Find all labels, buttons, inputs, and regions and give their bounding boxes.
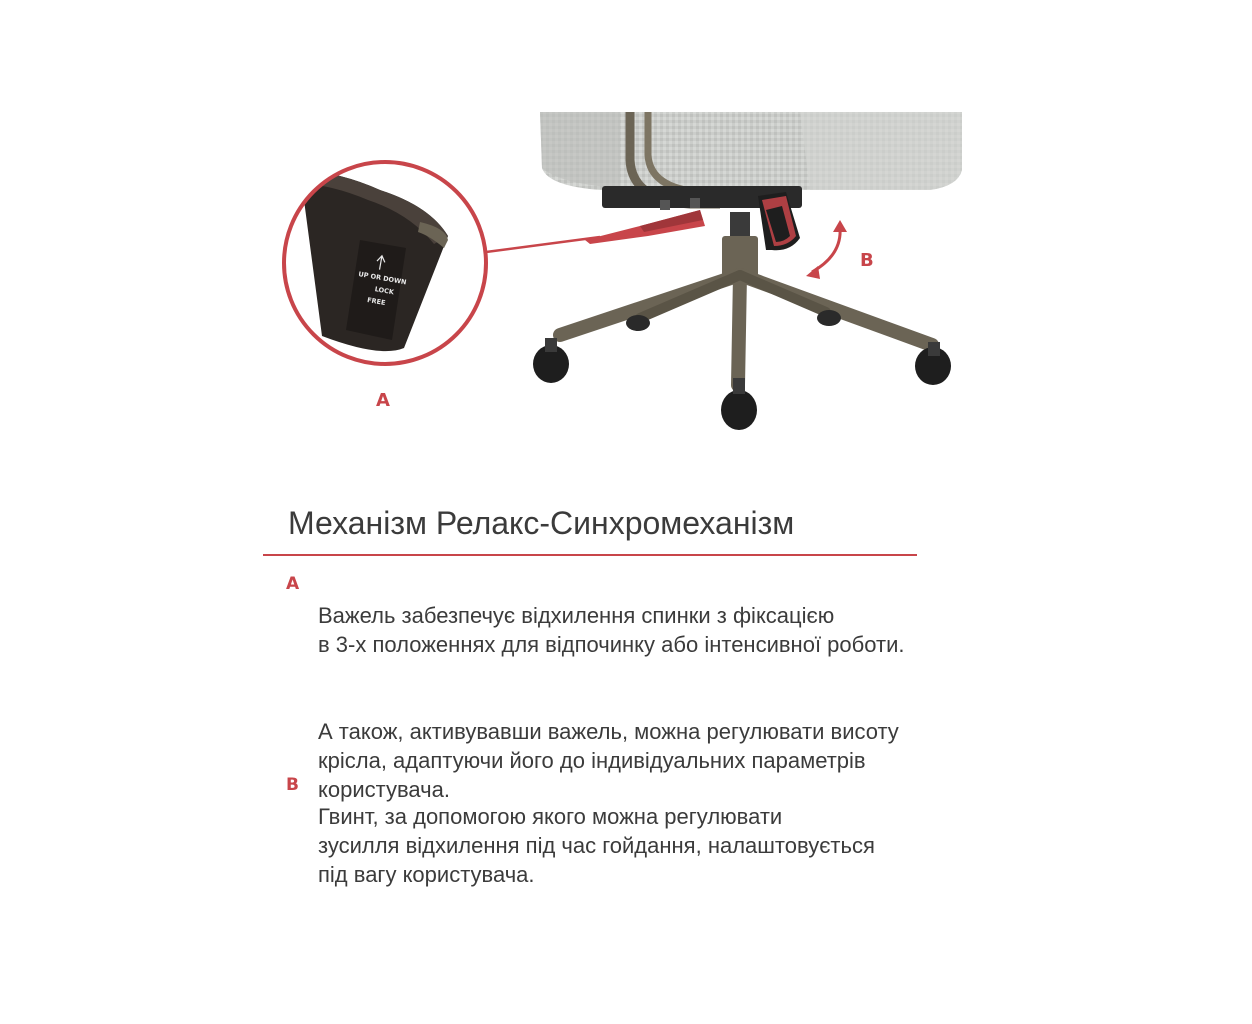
lever-label-lock: LOCK <box>374 285 395 297</box>
feature-description-b <box>318 773 1008 918</box>
marker-a: A <box>376 390 390 411</box>
feature-a-paragraph-1: Важель забезпечує відхилення спинки з фіксацією в 3-х положеннях для відпочинку або інтенсивної роботи. <box>318 603 905 657</box>
lever-handle <box>585 210 705 244</box>
feature-letter-a: A <box>286 574 300 594</box>
lever-label-up-down: UP OR DOWN <box>357 270 408 287</box>
rocking-arrow-icon <box>806 220 847 279</box>
title-divider <box>263 554 917 556</box>
lever-zoom-view <box>284 162 486 364</box>
seat-cushion <box>540 112 962 190</box>
feature-letter-b: B <box>286 775 299 795</box>
page-title: Механізм Релакс-Синхромеханізм <box>288 505 795 541</box>
lever-label-free: FREE <box>366 295 387 308</box>
callout-line <box>486 237 600 252</box>
feature-a-paragraph-2: А також, активувавши важель, можна регулювати висоту крісла, адаптуючи його до індивідуальних параметрів користувача. <box>318 719 899 802</box>
star-base <box>560 275 932 385</box>
chair-mechanism-illustration <box>0 0 1252 460</box>
feature-b-paragraph-1: Гвинт, за допомогою якого можна регулювати зусилля відхилення під час гойдання, налаштовується під вагу користувача. <box>318 804 875 887</box>
marker-b: B <box>860 250 874 271</box>
